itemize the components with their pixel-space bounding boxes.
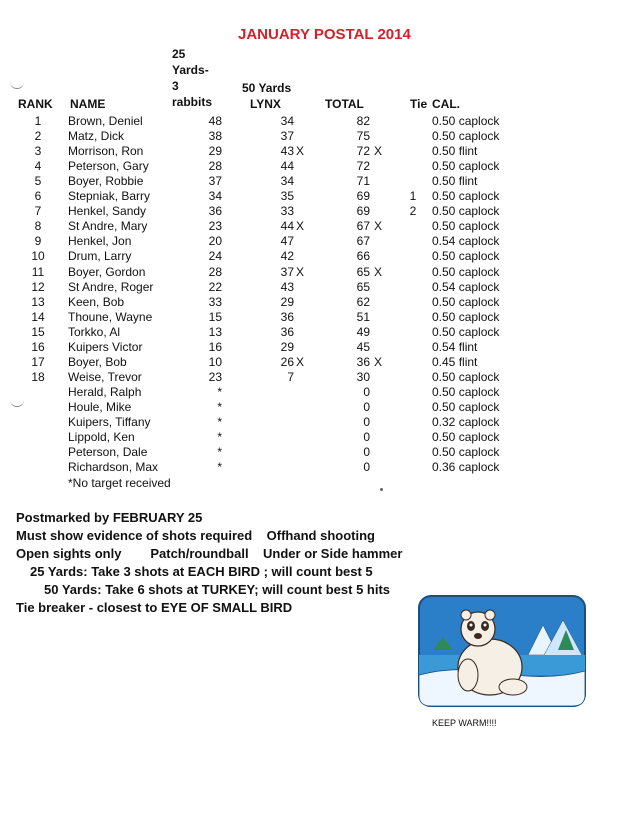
rank-cell: 18 <box>31 369 45 384</box>
caliber-cell: 0.50 caplock <box>432 369 500 384</box>
name-cell: Boyer, Bob <box>68 354 127 369</box>
total-cell: 69 <box>356 204 370 219</box>
total-cell: 71 <box>356 174 370 189</box>
rule-50-yards: 50 Yards: Take 6 shots at TURKEY; will count best 5 hits <box>44 582 391 597</box>
rule-postmark: Postmarked by FEBRUARY 25 <box>16 510 203 525</box>
table-row <box>0 295 638 310</box>
total-cell: 0 <box>363 384 370 399</box>
score-25-cell: 23 <box>208 219 222 234</box>
rank-cell: 3 <box>34 144 42 159</box>
table-row <box>0 129 638 144</box>
caliber-cell: 0.36 caplock <box>432 460 500 475</box>
rank-cell: 4 <box>34 159 42 174</box>
rank-cell: 13 <box>31 294 45 309</box>
table-row <box>0 234 638 249</box>
x-mark-50: X <box>296 354 305 369</box>
total-cell: 67 <box>356 219 370 234</box>
score-50-cell: 7 <box>287 369 294 384</box>
table-row <box>0 340 638 355</box>
caliber-cell: 0.54 caplock <box>432 279 500 294</box>
name-cell: Henkel, Sandy <box>68 204 147 219</box>
total-cell: 72 <box>356 159 370 174</box>
score-25-cell: 20 <box>208 234 222 249</box>
score-50-cell: 43 <box>280 144 294 159</box>
table-row <box>0 144 638 159</box>
table-row <box>0 159 638 174</box>
score-50-cell: 36 <box>280 324 294 339</box>
total-cell: 36 <box>356 354 370 369</box>
binder-hole-mark <box>10 82 24 89</box>
score-25-cell: * <box>217 430 222 445</box>
score-25-cell: 28 <box>208 264 222 279</box>
name-cell: Boyer, Robbie <box>68 174 144 189</box>
rank-header: RANK <box>18 97 53 111</box>
total-cell: 0 <box>363 399 370 414</box>
caliber-cell: 0.50 flint <box>432 144 478 159</box>
footnote: *No target received <box>68 476 171 490</box>
rank-cell: 7 <box>34 204 42 219</box>
caliber-cell: 0.50 caplock <box>432 445 500 460</box>
caliber-cell: 0.32 caplock <box>432 415 500 429</box>
score-25-cell: * <box>217 399 222 414</box>
x-mark-total: X <box>374 264 383 279</box>
total-cell: 49 <box>356 324 370 339</box>
yards25-header: 25 Yards- 3 rabbits <box>172 47 213 109</box>
rule-tie-breaker: Tie breaker - closest to EYE OF SMALL BIRD <box>16 600 293 615</box>
total-cell: 65 <box>356 264 370 279</box>
score-50-cell: 37 <box>280 264 294 279</box>
rule-25-yards: 25 Yards: Take 3 shots at EACH BIRD ; will count best 5 <box>30 564 373 579</box>
scan-speck <box>380 488 383 491</box>
table-row <box>0 370 638 385</box>
caliber-cell: 0.54 flint <box>432 339 478 354</box>
table-row <box>0 385 638 400</box>
rank-cell: 2 <box>34 129 42 144</box>
total-cell: 66 <box>356 249 370 264</box>
score-50-cell: 34 <box>280 114 294 128</box>
caliber-cell: 0.50 caplock <box>432 114 500 128</box>
name-header: NAME <box>70 97 106 111</box>
score-25-cell: 13 <box>208 324 222 339</box>
total-cell: 75 <box>356 129 370 144</box>
total-cell: 45 <box>356 339 370 354</box>
total-cell: 62 <box>356 294 370 309</box>
score-25-cell: 22 <box>208 279 222 294</box>
table-row <box>0 310 638 325</box>
score-25-cell: 36 <box>208 204 222 219</box>
table-row <box>0 189 638 204</box>
tie-cell: 2 <box>409 204 417 219</box>
caliber-cell: 0.50 caplock <box>432 219 500 234</box>
name-cell: Houle, Mike <box>68 399 132 414</box>
name-cell: St Andre, Mary <box>68 219 148 234</box>
name-cell: Matz, Dick <box>68 129 125 144</box>
score-50-cell: 47 <box>280 234 294 249</box>
rank-cell: 5 <box>34 174 42 189</box>
rank-cell: 6 <box>34 189 42 204</box>
table-row <box>0 445 638 460</box>
score-50-cell: 33 <box>280 204 294 219</box>
score-25-cell: 16 <box>208 339 222 354</box>
rank-cell: 8 <box>34 219 42 234</box>
caliber-cell: 0.54 caplock <box>432 234 500 249</box>
table-row <box>0 204 638 219</box>
table-row <box>0 430 638 445</box>
total-cell: 69 <box>356 189 370 204</box>
name-cell: Brown, Deniel <box>68 114 143 128</box>
name-cell: Lippold, Ken <box>68 430 135 445</box>
total-cell: 0 <box>363 415 370 429</box>
tie-cell: 1 <box>409 189 417 204</box>
caliber-cell: 0.50 caplock <box>432 159 500 174</box>
x-mark-50: X <box>296 144 305 159</box>
caliber-cell: 0.50 caplock <box>432 384 500 399</box>
rank-cell: 14 <box>31 309 45 324</box>
score-25-cell: 48 <box>208 114 222 128</box>
score-50-cell: 44 <box>280 159 294 174</box>
x-mark-50: X <box>296 219 305 234</box>
score-25-cell: 28 <box>208 159 222 174</box>
table-row <box>0 460 638 475</box>
name-cell: Weise, Trevor <box>68 369 142 384</box>
score-50-cell: 35 <box>280 189 294 204</box>
rank-cell: 10 <box>31 249 45 264</box>
name-cell: Richardson, Max <box>68 460 159 475</box>
name-cell: Keen, Bob <box>68 294 125 309</box>
table-row <box>0 355 638 370</box>
score-25-cell: 37 <box>208 174 222 189</box>
total-cell: 82 <box>356 114 370 128</box>
name-cell: Stepniak, Barry <box>68 189 151 204</box>
name-cell: Drum, Larry <box>68 249 132 264</box>
rank-cell: 15 <box>31 324 45 339</box>
caliber-cell: 0.50 flint <box>432 174 478 189</box>
name-cell: Thoune, Wayne <box>68 309 153 324</box>
score-25-cell: 29 <box>208 144 222 159</box>
score-25-cell: * <box>217 445 222 460</box>
score-50-cell: 44 <box>280 219 294 234</box>
table-row <box>0 174 638 189</box>
score-50-cell: 34 <box>280 174 294 189</box>
score-50-cell: 36 <box>280 309 294 324</box>
score-50-cell: 37 <box>280 129 294 144</box>
page-title: JANUARY POSTAL 2014 <box>238 26 411 43</box>
name-cell: Boyer, Gordon <box>68 264 146 279</box>
score-25-cell: * <box>217 384 222 399</box>
total-cell: 0 <box>363 445 370 460</box>
rank-cell: 1 <box>34 114 42 128</box>
name-cell: Henkel, Jon <box>68 234 132 249</box>
polar-bear-clipart <box>418 595 586 707</box>
tie-header: Tie <box>410 97 428 111</box>
caliber-cell: 0.50 caplock <box>432 430 500 445</box>
score-25-cell: * <box>217 460 222 475</box>
table-row <box>0 280 638 295</box>
caliber-cell: 0.50 caplock <box>432 189 500 204</box>
name-cell: Kuipers Victor <box>68 339 143 354</box>
caliber-cell: 0.50 caplock <box>432 294 500 309</box>
score-50-cell: 43 <box>280 279 294 294</box>
name-cell: Peterson, Dale <box>68 445 148 460</box>
caliber-cell: 0.50 caplock <box>432 399 500 414</box>
x-mark-total: X <box>374 219 383 234</box>
score-25-cell: 34 <box>208 189 222 204</box>
x-mark-50: X <box>296 264 305 279</box>
score-25-cell: 38 <box>208 129 222 144</box>
name-cell: Morrison, Ron <box>68 144 144 159</box>
x-mark-total: X <box>374 144 383 159</box>
caliber-cell: 0.50 caplock <box>432 264 500 279</box>
table-row <box>0 114 638 129</box>
name-cell: St Andre, Roger <box>68 279 154 294</box>
clipart-caption: KEEP WARM!!!! <box>432 718 497 728</box>
total-cell: 72 <box>356 144 370 159</box>
rule-evidence: Must show evidence of shots required Offhand shooting <box>16 528 375 543</box>
cal-header: CAL. <box>432 97 460 111</box>
rank-cell: 12 <box>31 279 45 294</box>
x-mark-total: X <box>374 354 383 369</box>
total-cell: 67 <box>356 234 370 249</box>
name-cell: Kuipers, Tiffany <box>68 415 151 429</box>
score-25-cell: 23 <box>208 369 222 384</box>
total-header: TOTAL <box>325 97 364 111</box>
table-row <box>0 325 638 340</box>
total-cell: 65 <box>356 279 370 294</box>
table-row <box>0 400 638 415</box>
table-row <box>0 415 638 430</box>
score-25-cell: 15 <box>208 309 222 324</box>
total-cell: 0 <box>363 430 370 445</box>
score-25-cell: 24 <box>208 249 222 264</box>
score-25-cell: * <box>217 415 222 429</box>
name-cell: Herald, Ralph <box>68 384 142 399</box>
table-row <box>0 219 638 234</box>
rank-cell: 17 <box>31 354 45 369</box>
total-cell: 51 <box>356 309 370 324</box>
caliber-cell: 0.50 caplock <box>432 129 500 144</box>
caliber-cell: 0.50 caplock <box>432 249 500 264</box>
table-row <box>0 265 638 280</box>
caliber-cell: 0.50 caplock <box>432 309 500 324</box>
name-cell: Peterson, Gary <box>68 159 149 174</box>
score-50-cell: 29 <box>280 294 294 309</box>
score-25-cell: 10 <box>208 354 222 369</box>
score-50-cell: 26 <box>280 354 294 369</box>
score-50-cell: 42 <box>280 249 294 264</box>
rank-cell: 11 <box>31 264 45 279</box>
caliber-cell: 0.50 caplock <box>432 204 500 219</box>
rank-cell: 9 <box>34 234 42 249</box>
table-row <box>0 249 638 264</box>
rank-cell: 16 <box>31 339 45 354</box>
total-cell: 0 <box>363 460 370 475</box>
score-50-cell: 29 <box>280 339 294 354</box>
yards50-header: 50 Yards LYNX <box>242 81 292 111</box>
caliber-cell: 0.50 caplock <box>432 324 500 339</box>
caliber-cell: 0.45 flint <box>432 354 478 369</box>
score-25-cell: 33 <box>208 294 222 309</box>
rule-sights: Open sights only Patch/roundball Under or Side hammer <box>16 546 403 561</box>
name-cell: Torkko, Al <box>68 324 121 339</box>
total-cell: 30 <box>356 369 370 384</box>
